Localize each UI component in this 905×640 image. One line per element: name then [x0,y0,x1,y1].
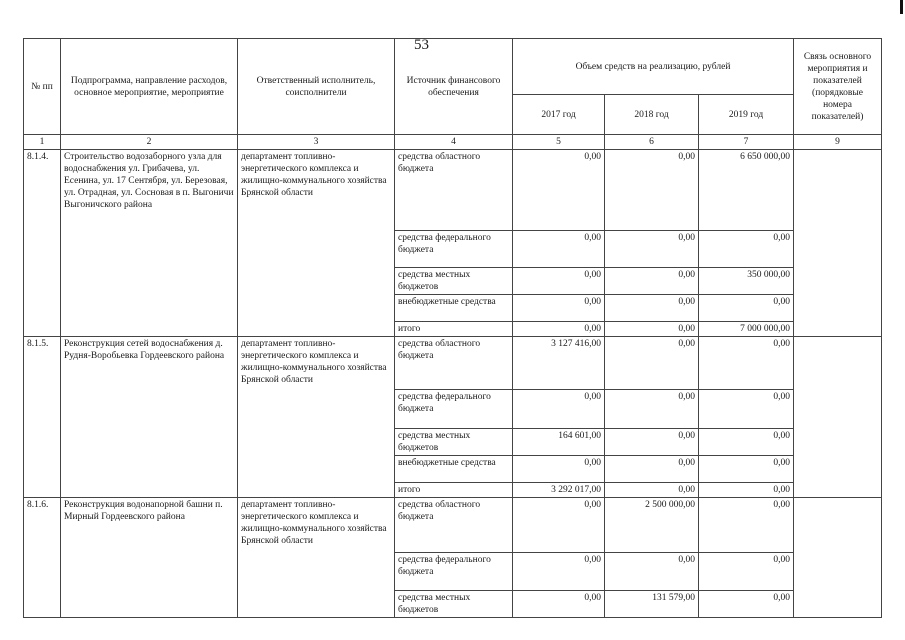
header-source: Источник финансового обеспечения [395,39,513,135]
total-2017: 0,00 [513,322,605,337]
value-2017: 0,00 [513,268,605,295]
funding-source: средства областного бюджета [395,150,513,231]
header-program: Подпрограмма, направление расходов, основное мероприятие, мероприятие [61,39,238,135]
budget-table [23,38,882,618]
funding-source: средства федерального бюджета [395,553,513,591]
section-name: Строительство водозаборного узла для водоснабжения ул. Грибачева, ул. Есенина, ул. 17 Сентября, ул. Березовая, ул. Отрадная, ул. Сосновая в п. Выгоничи Выгоничского района [61,150,238,337]
value-2019: 0,00 [699,231,794,268]
value-2017: 0,00 [513,295,605,322]
column-number: 5 [513,135,605,150]
value-2019: 350 000,00 [699,268,794,295]
header-volume: Объем средств на реализацию, рублей [513,39,794,95]
table-row [24,150,882,231]
funding-source: внебюджетные средства [395,295,513,322]
table-header [24,39,882,150]
value-2019: 0,00 [699,429,794,456]
funding-source: средства федерального бюджета [395,231,513,268]
total-2017: 3 292 017,00 [513,483,605,498]
funding-source: средства областного бюджета [395,498,513,553]
value-2018: 0,00 [605,456,699,483]
value-2017: 0,00 [513,498,605,553]
value-2017: 164 601,00 [513,429,605,456]
value-2018: 0,00 [605,429,699,456]
value-2019: 0,00 [699,553,794,591]
value-2019: 0,00 [699,295,794,322]
column-number: 2 [61,135,238,150]
value-2017: 0,00 [513,150,605,231]
total-2019: 0,00 [699,483,794,498]
indicator-link [794,498,882,618]
value-2017: 0,00 [513,231,605,268]
value-2018: 0,00 [605,150,699,231]
edge-mark [900,0,903,14]
column-number: 4 [395,135,513,150]
section-name: Реконструкция водонапорной башни п. Мирный Гордеевского района [61,498,238,618]
section-number: 8.1.6. [24,498,61,618]
column-number: 1 [24,135,61,150]
value-2018: 0,00 [605,231,699,268]
section-number: 8.1.4. [24,150,61,337]
value-2017: 0,00 [513,456,605,483]
table-body [24,150,882,618]
value-2017: 3 127 416,00 [513,337,605,390]
total-2019: 7 000 000,00 [699,322,794,337]
table-row [24,337,882,390]
funding-source: средства местных бюджетов [395,429,513,456]
value-2018: 0,00 [605,295,699,322]
section-number: 8.1.5. [24,337,61,498]
value-2018: 0,00 [605,553,699,591]
header-link: Связь основного мероприятия и показателей (порядковые номера показателей) [794,39,882,135]
value-2018: 0,00 [605,337,699,390]
value-2018: 131 579,00 [605,591,699,618]
funding-source: средства местных бюджетов [395,268,513,295]
funding-source: средства федерального бюджета [395,390,513,429]
funding-source: средства местных бюджетов [395,591,513,618]
value-2019: 0,00 [699,456,794,483]
indicator-link [794,337,882,498]
table-row [24,498,882,553]
header-executor: Ответственный исполнитель, соисполнители [238,39,395,135]
page-number: 53 [414,37,429,53]
total-2018: 0,00 [605,483,699,498]
section-executor: департамент топливно-энергетического комплекса и жилищно-коммунального хозяйства Брянской области [238,150,395,337]
value-2019: 0,00 [699,337,794,390]
header-2017: 2017 год [513,95,605,135]
column-numbers-row [24,135,882,150]
header-2019: 2019 год [699,95,794,135]
total-label: итого [395,322,513,337]
column-number: 7 [699,135,794,150]
value-2018: 0,00 [605,268,699,295]
value-2019: 0,00 [699,498,794,553]
column-number: 3 [238,135,395,150]
value-2018: 0,00 [605,390,699,429]
header-2018: 2018 год [605,95,699,135]
total-label: итого [395,483,513,498]
value-2019: 0,00 [699,390,794,429]
funding-source: средства областного бюджета [395,337,513,390]
total-2018: 0,00 [605,322,699,337]
column-number: 9 [794,135,882,150]
column-number: 6 [605,135,699,150]
section-executor: департамент топливно-энергетического комплекса и жилищно-коммунального хозяйства Брянской области [238,498,395,618]
funding-source: внебюджетные средства [395,456,513,483]
value-2019: 6 650 000,00 [699,150,794,231]
section-executor: департамент топливно-энергетического комплекса и жилищно-коммунального хозяйства Брянской области [238,337,395,498]
value-2019: 0,00 [699,591,794,618]
value-2018: 2 500 000,00 [605,498,699,553]
value-2017: 0,00 [513,591,605,618]
value-2017: 0,00 [513,553,605,591]
section-name: Реконструкция сетей водоснабжения д. Рудня-Воробьевка Гордеевского района [61,337,238,498]
header-num: № пп [24,39,61,135]
indicator-link [794,150,882,337]
value-2017: 0,00 [513,390,605,429]
